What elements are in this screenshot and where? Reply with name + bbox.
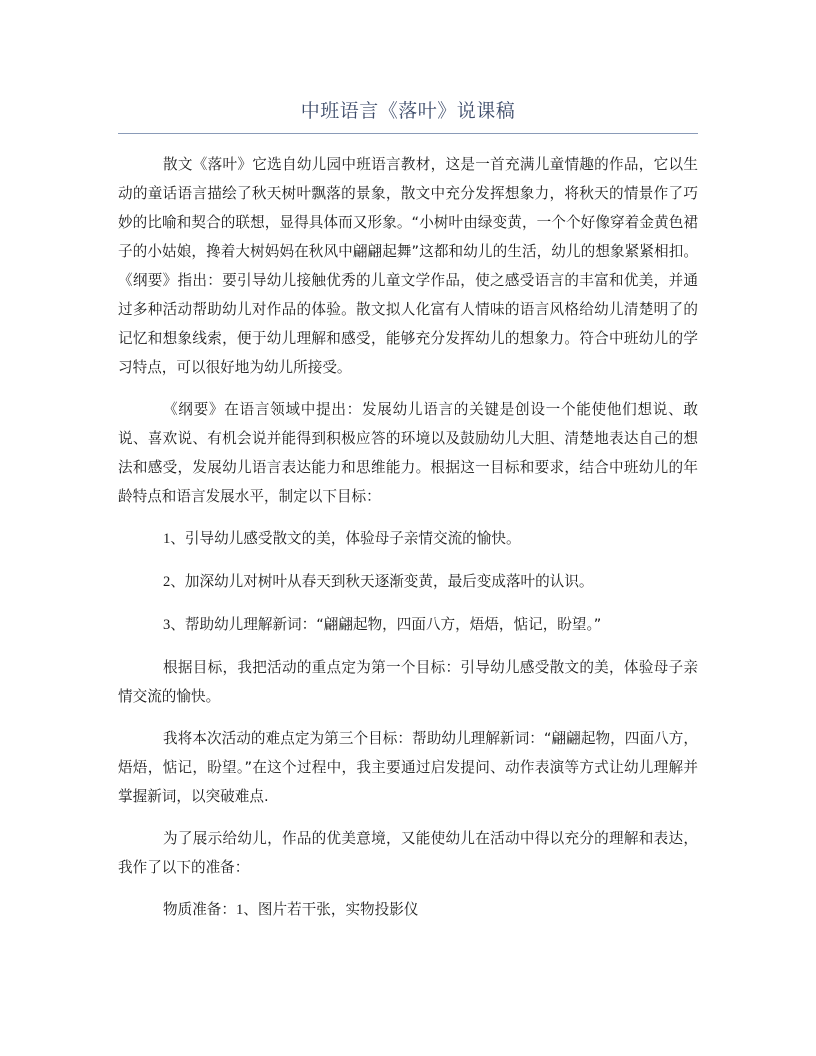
paragraph-key-point: 根据目标，我把活动的重点定为第一个目标：引导幼儿感受散文的美，体验母子亲情交流的愉快。 [118,659,698,705]
paragraph-intro: 散文《落叶》它选自幼儿园中班语言教材，这是一首充满儿童情趣的作品，它以生动的童话语言描绘了秋天树叶飘落的景象，散文中充分发挥想象力，将秋天的情景作了巧妙的比喻和契合的联想，显得具体而又形象。“小树叶由绿变黄，一个个好像穿着金黄色裙子的小姑娘，搀着大树妈妈在秋风中翩翩起舞”这都和幼儿的生活，幼儿的想象紧紧相扣。《纲要》指出：要引导幼儿接触优秀的儿童文学作品，使之感受语言的丰富和优美，并通过多种活动帮助幼儿对作品的体验。散文拟人化富有人情味的语言风格给幼儿清楚明了的记忆和想象线索，便于幼儿理解和感受，能够充分发挥幼儿的想象力。符合中班幼儿的学习特点，可以很好地为幼儿所接受。 [118,156,698,376]
paragraph-preparation: 为了展示给幼儿，作品的优美意境，又能使幼儿在活动中得以充分的理解和表达，我作了以下的准备： [118,830,698,876]
goal-text: 、帮助幼儿理解新词：“翩翩起物，四面八方，焐焐，惦记，盼望。” [170,616,602,633]
goal-item-2 [118,567,698,597]
goal-item-1 [118,524,698,554]
goal-number: 3 [163,617,171,633]
goal-text: 、引导幼儿感受散文的美，体验母子亲情交流的愉快。 [170,530,521,547]
goal-number: 2 [163,574,171,590]
goal-item-3 [118,610,698,640]
paragraph-outline: 《纲要》在语言领域中提出：发展幼儿语言的关键是创设一个能使他们想说、敢说、喜欢说、有机会说并能得到积极应答的环境以及鼓励幼儿大胆、清楚地表达自己的想法和感受，发展幼儿语言表达能力和思维能力。根据这一目标和要求，结合中班幼儿的年龄特点和语言发展水平，制定以下目标： [118,401,698,505]
goal-text: 、加深幼儿对树叶从春天到秋天逐渐变黄，最后变成落叶的认识。 [170,573,594,590]
materials-text: 、图片若干张，实物投影仪 [243,901,419,918]
document-body [118,150,698,938]
materials-number: 1 [235,902,244,918]
document-title: 中班语言《落叶》说课稿 [300,100,516,122]
paragraph-difficulty: 我将本次活动的难点定为第三个目标：帮助幼儿理解新词：“翩翩起物，四面八方，焐焐，惦记，盼望。”在这个过程中，我主要通过启发提问、动作表演等方式让幼儿理解并掌握新词，以突破难点. [118,730,698,805]
title-divider [118,133,698,134]
goal-number: 1 [163,531,171,547]
materials-label: 物质准备： [163,901,236,918]
materials-line [118,895,698,925]
